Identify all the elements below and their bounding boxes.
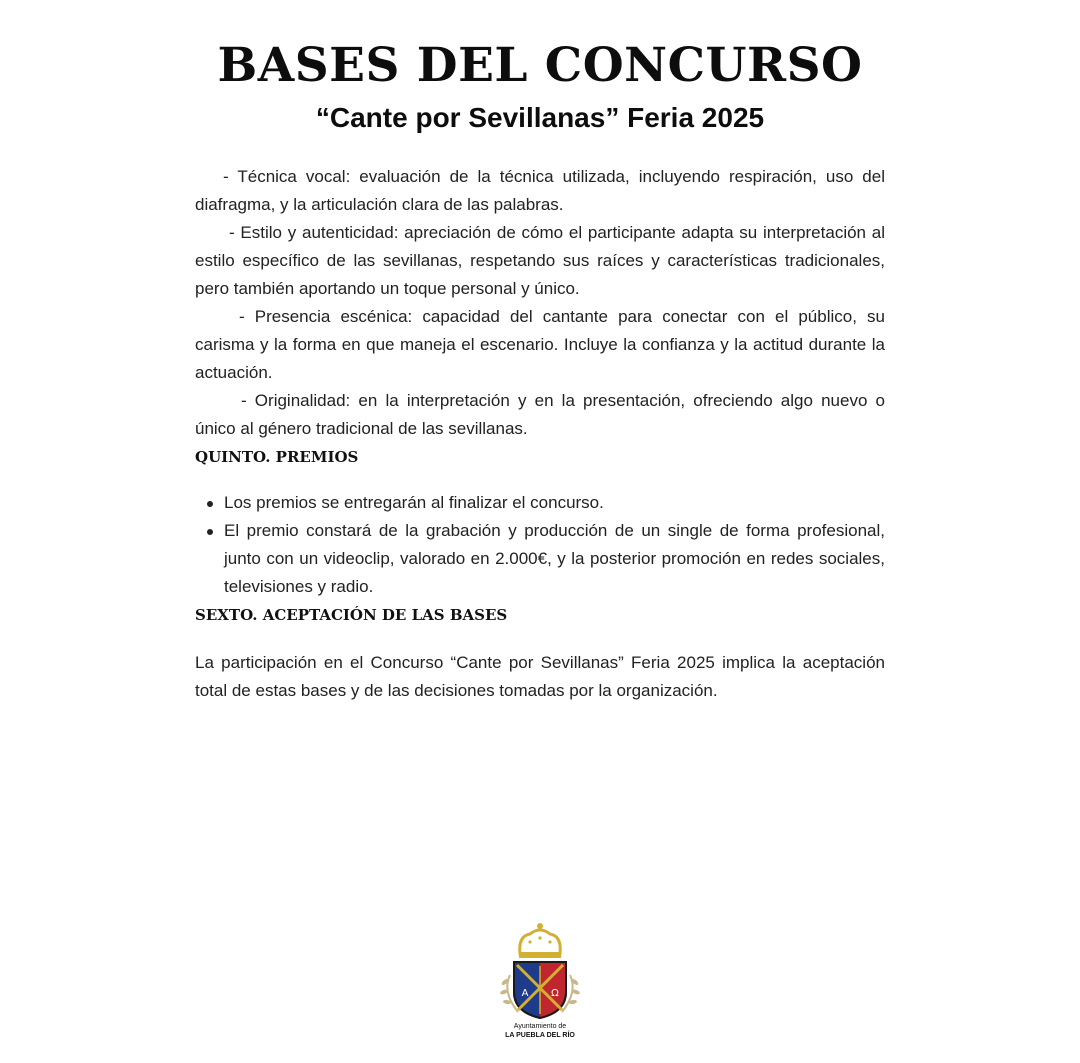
list-item: El premio constará de la grabación y producción de un single de forma profesional, junto con un videoclip, valorado en 2.000€, y la posterior promoción en redes sociales, televisiones y radio. — [224, 517, 885, 601]
prizes-list — [195, 489, 885, 601]
document-title: BASES DEL CONCURSO — [217, 38, 863, 93]
shield-letter-omega: Ω — [551, 988, 559, 999]
section-heading-prizes: QUINTO. PREMIOS — [195, 448, 359, 466]
section-heading-acceptance: SEXTO. ACEPTACIÓN DE LAS BASES — [195, 606, 508, 624]
logo-caption-line1: Ayuntamiento de — [513, 1023, 567, 1030]
criterion-style-authenticity: - Estilo y autenticidad: apreciación de cómo el participante adapta su interpretación al estilo específico de las sevillanas, respetando sus raíces y características tradicionales, pero también aportando un toque personal y único. — [195, 223, 885, 298]
criterion-originality: - Originalidad: en la interpretación y en la presentación, ofreciendo algo nuevo o único al género tradicional de las sevillanas. — [195, 391, 885, 438]
logo-caption-line2: LA PUEBLA DEL RÍO — [505, 1032, 575, 1039]
town-hall-logo — [490, 920, 590, 1050]
acceptance-paragraph: La participación en el Concurso “Cante por Sevillanas” Feria 2025 implica la aceptación total de estas bases y de las decisiones tomadas por la organización. — [195, 653, 885, 700]
list-item: Los premios se entregarán al finalizar el concurso. — [224, 489, 885, 517]
criterion-stage-presence: - Presencia escénica: capacidad del cantante para conectar con el público, su carisma y la forma en que maneja el escenario. Incluye la confianza y la actitud durante la actuación. — [195, 307, 885, 382]
criterion-vocal-technique: - Técnica vocal: evaluación de la técnica utilizada, incluyendo respiración, uso del diafragma, y la articulación clara de las palabras. — [195, 167, 885, 214]
document-body — [195, 163, 885, 705]
document-subtitle: “Cante por Sevillanas” Feria 2025 — [315, 102, 765, 133]
shield-letter-alpha: A — [521, 988, 529, 999]
coat-of-arms-icon — [490, 920, 590, 1022]
